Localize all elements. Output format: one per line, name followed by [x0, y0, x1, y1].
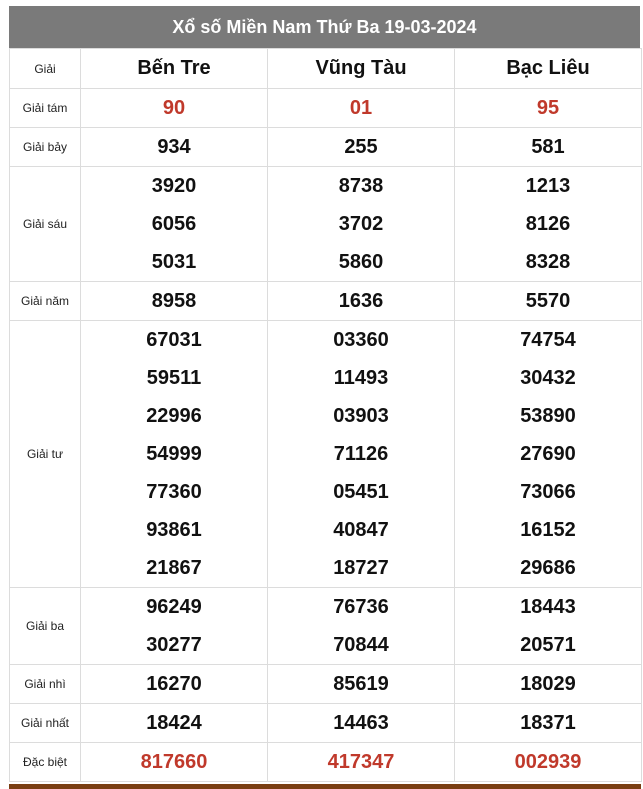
table-row	[10, 588, 642, 665]
prize-number: 95	[536, 97, 560, 119]
prize-number: 53890	[520, 405, 576, 427]
prize-number: 5860	[338, 251, 384, 273]
prize-numbers-cell	[455, 167, 642, 282]
prize-number: 1213	[525, 175, 571, 197]
prize-number: 255	[344, 136, 378, 158]
prize-number: 1636	[338, 290, 384, 312]
table-row	[10, 282, 642, 321]
prize-numbers-cell	[268, 282, 455, 321]
prize-numbers-cell	[268, 89, 455, 128]
prize-number: 581	[531, 136, 565, 158]
prize-numbers-cell	[268, 704, 455, 743]
prize-number: 002939	[514, 751, 582, 773]
prize-number: 18424	[146, 712, 202, 734]
prize-number: 27690	[520, 443, 576, 465]
prize-numbers-cell	[268, 321, 455, 588]
prize-number: 30277	[146, 634, 202, 656]
prize-number: 74754	[520, 329, 576, 351]
prize-number: 85619	[333, 673, 389, 695]
prize-number: 76736	[333, 596, 389, 618]
prize-numbers-cell	[268, 665, 455, 704]
prize-numbers-cell	[268, 128, 455, 167]
prize-number: 3920	[151, 175, 197, 197]
prize-number: 3702	[338, 213, 384, 235]
prize-numbers-cell	[81, 588, 268, 665]
prize-numbers-cell	[81, 665, 268, 704]
prize-number: 417347	[327, 751, 395, 773]
table-header-row	[10, 49, 642, 89]
prize-numbers-cell	[81, 321, 268, 588]
province-header: Bến Tre	[81, 49, 268, 89]
prize-number: 8958	[151, 290, 197, 312]
prize-numbers-cell	[81, 282, 268, 321]
prize-number: 8126	[525, 213, 571, 235]
table-row	[10, 89, 642, 128]
prize-number: 40847	[333, 519, 389, 541]
prize-numbers-cell	[455, 321, 642, 588]
prize-label: Giải ba	[10, 588, 81, 665]
prize-number: 01	[349, 97, 373, 119]
prize-number: 20571	[520, 634, 576, 656]
prize-number: 5570	[525, 290, 571, 312]
table-row	[10, 704, 642, 743]
prize-numbers-cell	[455, 89, 642, 128]
province-header: Vũng Tàu	[268, 49, 455, 89]
prize-number: 22996	[146, 405, 202, 427]
prize-number: 70844	[333, 634, 389, 656]
prize-number: 21867	[146, 557, 202, 579]
prize-number: 05451	[333, 481, 389, 503]
prize-label: Giải tư	[10, 321, 81, 588]
prize-number: 29686	[520, 557, 576, 579]
results-table	[9, 48, 642, 782]
table-row	[10, 167, 642, 282]
prize-numbers-cell	[455, 704, 642, 743]
prize-numbers-cell	[81, 167, 268, 282]
prize-numbers-cell	[81, 704, 268, 743]
prize-numbers-cell	[455, 128, 642, 167]
prize-number: 18443	[520, 596, 576, 618]
prize-number: 5031	[151, 251, 197, 273]
prize-number: 67031	[146, 329, 202, 351]
header-giai-label: Giải	[10, 49, 81, 89]
prize-label: Giải tám	[10, 89, 81, 128]
prize-number: 8738	[338, 175, 384, 197]
prize-numbers-cell	[455, 282, 642, 321]
prize-numbers-cell	[455, 665, 642, 704]
prize-numbers-cell	[81, 743, 268, 782]
prize-number: 54999	[146, 443, 202, 465]
prize-numbers-cell	[455, 588, 642, 665]
bottom-bar	[9, 784, 641, 789]
prize-number: 90	[162, 97, 186, 119]
prize-numbers-cell	[268, 588, 455, 665]
prize-number: 96249	[146, 596, 202, 618]
prize-label: Giải bảy	[10, 128, 81, 167]
prize-number: 93861	[146, 519, 202, 541]
prize-label: Giải nhì	[10, 665, 81, 704]
prize-number: 14463	[333, 712, 389, 734]
prize-number: 03360	[333, 329, 389, 351]
prize-number: 77360	[146, 481, 202, 503]
prize-number: 18727	[333, 557, 389, 579]
prize-number: 16270	[146, 673, 202, 695]
prize-number: 6056	[151, 213, 197, 235]
prize-number: 71126	[333, 443, 389, 465]
table-row	[10, 321, 642, 588]
prize-label: Giải sáu	[10, 167, 81, 282]
prize-number: 73066	[520, 481, 576, 503]
prize-numbers-cell	[268, 167, 455, 282]
prize-number: 8328	[525, 251, 571, 273]
province-header: Bạc Liêu	[455, 49, 642, 89]
table-row	[10, 665, 642, 704]
prize-label: Giải nhất	[10, 704, 81, 743]
prize-numbers-cell	[268, 743, 455, 782]
prize-label: Đặc biệt	[10, 743, 81, 782]
prize-numbers-cell	[455, 743, 642, 782]
prize-number: 11493	[333, 367, 389, 389]
prize-number: 30432	[520, 367, 576, 389]
prize-number: 03903	[333, 405, 389, 427]
prize-number: 817660	[140, 751, 208, 773]
prize-numbers-cell	[81, 89, 268, 128]
table-row	[10, 128, 642, 167]
prize-number: 16152	[520, 519, 576, 541]
prize-numbers-cell	[81, 128, 268, 167]
prize-number: 934	[157, 136, 191, 158]
prize-number: 18371	[520, 712, 576, 734]
results-body	[10, 89, 642, 782]
prize-number: 18029	[520, 673, 576, 695]
prize-number: 59511	[146, 367, 202, 389]
prize-label: Giải năm	[10, 282, 81, 321]
page-title: Xổ số Miền Nam Thứ Ba 19-03-2024	[9, 6, 640, 48]
table-row	[10, 743, 642, 782]
